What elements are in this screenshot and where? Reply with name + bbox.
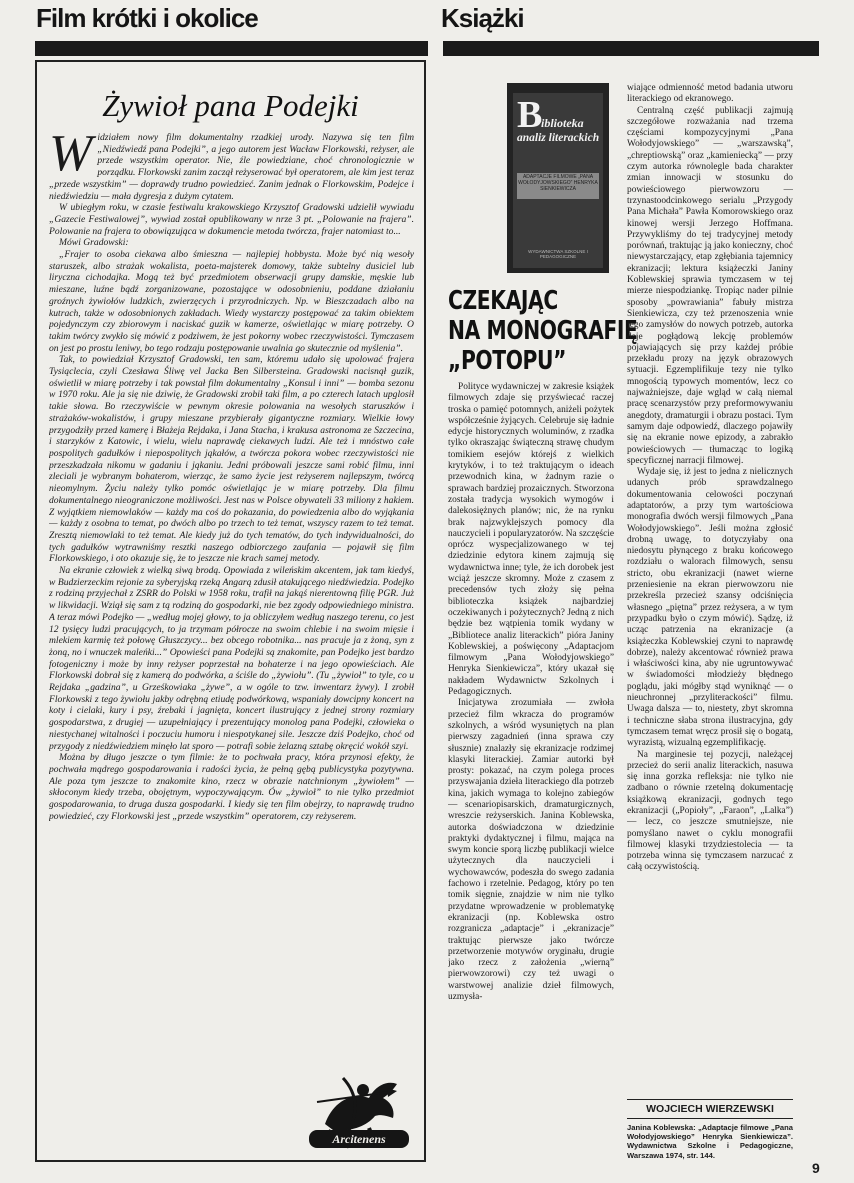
review-paragraph: wiające odmienność metod badania utworu literackiego od ekranowego. [627, 83, 793, 105]
review-paragraph: Wydaje się, iż jest to jedna z nielicznych udanych prób sprawdzalnego dokumentowania celowości poczynań adaptatorów, a przy tym wartościowa monografia dwóch wersji filmowych „Pana Wołodyjowskiego”. Jeśli można zgłosić drobną uwagę, to dotyczyłaby ona niedosytu płynącego z braku końcowego rozdziału o walorach filmowych, sensu stricto, obu ekranizacji (nawet wierne przeniesienie na ekran pierwowzoru nie przekreśla przecież szansy odciśnięcia własnego „piętna” przez reżysera, a w tym przypadku było o czym mówić). Sądzę, iż ucząc patrzenia na ekranizacje (a książeczka Koblewskiej czyni to naprawdę dobrze), należy akcentować również prawa i właściwości kina, aby nie ugruntowywać w świadomości młodzieży błędnego poglądu, jaki mógłby stąd wyniknąć — o nieuchronnej „przyliterackości” filmu. Uwaga dalsza — to, niestety, zbyt skromna i techniczne słaba strona ilustracyjna, gdy tymczasem temat wręcz prosił się o bogatą, wyrazistą, wizualną egzemplifikację. [627, 467, 793, 749]
section-title-film: Film krótki i okolice [36, 3, 258, 33]
film-paragraph: Na ekranie człowiek z wielką siwą brodą. Opowiada z wileńskim akcentem, jak tam kiedyś, w Budzierzeckim rejonie za syberyjską rzeką Angarą zdusił atakującego niedźwiedzia. Podejko z rodziną przyjechał z ZSRR do Polski w 1958 roku, trafił na jakąś nierentowną filię PGR. Już w likwidacji. Wziął się sam z tą rodziną do gospodarki, nie bez zgody odpowiedniego ministra. A teraz mówi Podejko — „według mojej głowy, to ja obliczyłem według naszego terenu, co jest 12 tysięcy ludzi pracujących, to ja trzymam półrocze na swoim chlebie i na swoim mięsie i mlekiem karmię też połowę Głuszczycy... bez obcego robotnika... nas pracuje ja z żoną, syn z żoną, no i wnuczek maleńki...” Opowieści pana Podejki są znakomite, pan Podejko jest bardzo fotogeniczny i może by inny reżyser poprzestał na bohaterze i na jego opowieściach. Ale Florkowski dobrał się z kamerą do podwórka, a ściśle do „żywiołu”. (Tu „żywioł” to tyle, co u Rejdaka „gadzina”, u Grześkowiaka „żywe”, a w ogóle to tzw. inwentarz żywy). I zrobił Florkowski z tego żywiołu jakby odrębną etiudę podwórkową, wspaniały dowcipny koncert na koty i cielaki, kury i psy, źrebaki i jagnięta, koncert ilustrujący z jednej strony rozmiary gospodarstwa, z drugiej — uzupełniający i prezentujący monolog pana Podejki, człowieka o niestychanej witalności i poczuciu humoru i niespotykanej sile. Jeszcze dziś Podejko, choć od przygody z niedźwiedziem minęło lat sporo — potrafi sobie żelazną sztabę okręcić wokół szyi. [49, 565, 414, 752]
byline-rule-bottom [627, 1118, 793, 1119]
film-paragraph: Mówi Gradowski: [59, 237, 129, 249]
book-cover-image [507, 83, 609, 273]
book-review-column-1 [448, 382, 614, 1172]
film-article-box [35, 60, 426, 1162]
signature-text: Arcitenens [332, 1132, 386, 1146]
lead-text: idziałem nowy film dokumentalny rzadkiej urody. Nazywa się ten film „Niedźwiedź pana Podejki”, a jego autorem jest Wacław Florkowski, reżyser, ale przede wszystkim operator. Nie, źle powiedziane, choć chronologicznie w porządku. Florkowski zanim zaczął reżyserować był operatorem, ale kim jest teraz „przede wszystkim” — doprawdy trudno powiedzieć. Zanim jednak o Florkowskim, Podejce i niedźwiedziu — mała dygresja z dużym cytatem. [49, 132, 414, 202]
film-article-lead [49, 132, 414, 202]
cover-series-line2: analiz literackich [517, 132, 600, 144]
headline-line: CZEKAJĄC [448, 286, 558, 316]
review-paragraph: Na marginesie tej pozycji, należącej przecież do serii analiz literackich, nasuwa się inna gorzka refleksja: nie tylko nie zadbano o równie rzetelną dokumentację książkową ekranizacji, godnych tego ekranizacji („Popioły”, „Faraon”, „Lalka”) — lecz, co jeszcze smutniejsze, nie pomyślano nawet o cyklu monografii filmowej klasyki trzydziestolecia — ta potrzeba winna się tymczasem narzucać z całą oczywistością. [627, 749, 793, 873]
dropcap: W [49, 132, 93, 182]
film-paragraph: Tak, to powiedział Krzysztof Gradowski, ten sam, któremu udało się upolować frajera Tysiąclecia, czyli Czesława Śliwę vel Jacka Ben Silbersteina. Gradowski nacisnął guzik, oświetlił w miarę potrzeby i tak powstał film dokumentalny „Konsul i inni” — bomba sezonu w 1970 roku. Ale ja się nie dziwię, że Gradowski zrobił taki film, a po czterech latach upglosił takie słowa. Bo rzeczywiście w pewnym okresie polowania na wesołych staruszków i strażaków-wokalistów, i grupy mieszane przybierały gigantyczne rozmiary. Wielkie łowy przygodziły przed kamerę i Błażeja Rejdaka, i Jana Stacha, i krakusa astronoma ze Szczecina, i starzyków z Katowic, i wielu, wielu naprawdę ciekawych ludzi. Ale też i mnóstwo całe pospolitych gadułków i niepospolitych jąkałów, a twórcza pokora wobec rzeczywistości nie przeszkadzała nikomu w gadaniu i jąkaniu. Jedni próbowali jeszcze sami robić filmu, inni zleciali je wybranym bohaterom, wierząc, że samo życie jest reżyserem najlepszym, twórcą nieomylnym. Życiu należy tylko pomóc oświetlając je w miarę potrzeby. Dla filmu dokumentalnego nieograniczone możliwości. Jest nas w Polsce obywateli 33 miliony z hakiem. Z wyjątkiem niemowlaków — każdy ma coś do pokazania, do powiedzenia albo do wyjąkania — każdy z osobna to temat, po dwóch albo po trzech to też temat, wszyscy razem to też temat. Zresztą niemowlaki to też temat. Ale kiedy już do tych tematów, do tych indywidualności, do tych gadułków wytrawniśmy resztki naszego odbiorczego zaufania — pojawił się film Florkowskiego, i oto okazuje się, że to jeszcze nie krach samej metody. [49, 354, 414, 565]
headline-line: „POTOPU” [448, 346, 567, 376]
archer-icon [303, 1072, 423, 1154]
author-byline: WOJCIECH WIERZEWSKI [646, 1103, 774, 1115]
header-bar-left [35, 41, 428, 56]
cover-publisher: WYDAWNICTWA SZKOLNE I PEDAGOGICZNE [528, 249, 588, 259]
film-paragraph: W ubiegłym roku, w czasie festiwalu krakowskiego Krzysztof Gradowski udzielił wywiadu „Gazecie Festiwalowej”, wywiad został opublikowany w nrze 3 pt. „Polowanie na frajera”. Polowanie na frajera to obowiązująca w dokumencie metoda twórcza, frajer natomiast to... [49, 202, 414, 237]
page-number: 9 [812, 1160, 820, 1176]
byline-rule-top [627, 1099, 793, 1100]
film-paragraph: Można by długo jeszcze o tym filmie: że to pochwała pracy, która przynosi efekty, że pochwała mądrego gospodarowania i radości życia, że pełną gębą publicystyka pozytywna. Ale poza tym jeszcze to znakomite kino, rzecz w obrazie natchnionym „żywiołem” — skłoconym kiedy trzeba, obojętnym, wypoczywającym. Ów „żywioł” to nie tylko przedmiot gospodarowania, to druga dusza gospodarki. I kiedy się ten film obejrzy, to naprawdę trudno powiedzieć, czy Florkowski jest „przede wszystkim” operatorem, czy reżyserem. [49, 752, 414, 822]
film-article-body [49, 132, 414, 1082]
review-paragraph: Inicjatywa zrozumiała — zwłoła przecież film wkracza do programów szkolnych, a wśród wysuniętych na plan pierwszy zagadnień (inna sprawa czy słusznie) znalazły się ekranizacje rodzimej klasyki literackiej. Zamiar autorki był prosty: pokazać, na czym polega proces przyswajania dzieła literackiego dla potrzeb kina, jakich wymaga to kolejno zabiegów — scenariopisarskich, dramaturgicznych, wreszcie reżyserskich. Janina Koblewska, autorka doświadczona w dziedzinie praktyki dydaktycznej i filmu, mająca na swym koncie sporą liczbę publikacji wielce użytecznych dla nauczycieli i wychowawców, podeszła do swego zadania fachowo i rzetelnie. Pedagog, który po ten tomik sięgnie, znajdzie w nim nie tylko przydatne wprowadzenie w problematykę ekranizacji (np. Koblewska ostro rozgranicza „adaptacje” i „ekranizacje” traktując pierwsze jako twórcze przetworzenie motywów oryginału, drugie jako rzecz z założenia „wierną” pierwowzorowi) czy też uwagi o warstwowej analizie dzieł filmowych, uzmysła- [448, 698, 614, 1003]
cover-subtitle: ADAPTACJE FILMOWE „PANA WOŁODYJOWSKIEGO” HENRYKA SIENKIEWICZA [518, 174, 598, 192]
archer-logo [303, 1072, 423, 1154]
book-cover-art [507, 83, 609, 273]
review-paragraph: Centralną część publikacji zajmują szczegółowe rozważania nad trzema częściami kompozycyjnymi „Pana Wołodyjowskiego” — „warszawską”, „chreptiowską” oraz „kamieniecką” — przy czym autorka równolegle bada charakter zmian innowacji w stosunku do powieściowego pierwowzoru — trzynastoodcinkowego serialu „Przygody Pana Michała” Pawła Komorowskiego oraz kinowej wersji Jerzego Hoffmana. Przywykliśmy do tej tradycyjnej metody porównań, traktując ją jako konieczny, choć niewystarczający, etap zgłębiania tajemnicy ekranizacji; lektura książeczki Janiny Koblewskiej sprawia tymczasem w tej mierze niespodziankę. Tropiąc nader pilnie sposoby „powrawiania” fabuły mistrza Sienkiewicza, czy też przenoszenia wnie jego zamysłów do nowych potrzeb, autorka daje pogłądową lekcję problemów pojawiających się przy każdej próbie przekładu prozy na język obrazowych sytuacji. Egzemplifikuje tezy nie tylko mnogością typowych momentów, lecz co najważniejsze, daje wgląd w całą niemal pracę scenarzystów przy preformowywaniu anegdoty, dramaturgii i obrazu postaci. Tym samym daje odpowiedź, dlaczego pojawiły się na ekranie nowe epizody, a zabrakło powieściowych — tłumacząc to logiką specyficznej narracji filmowej. [627, 105, 793, 466]
section-title-books: Książki [441, 3, 524, 33]
headline-line: NA MONOGRAFIĘ [448, 316, 638, 346]
books-headline [448, 286, 638, 376]
cover-series-line1: iblioteka [541, 116, 584, 130]
header-bar-right [443, 41, 819, 56]
book-footnote: Janina Koblewska: „Adaptacje filmowe „Pana Wołodyjowskiego” Henryka Sienkiewicza”. Wydawnictwa Szkolne i Pedagogiczne, Warszawa 1974, str. 144. [627, 1123, 793, 1160]
film-article-title: Żywioł pana Podejki [102, 88, 359, 123]
book-review-column-2 [627, 83, 793, 1088]
cover-big-letter: B [517, 94, 543, 136]
review-paragraph: Polityce wydawniczej w zakresie książek filmowych zdaje się przyświecać raczej troska o pamięć potomnych, aniżeli pożytek współcześnie żyjących. Celebruje się ładnie edycje historycznych woluminów, z rzadka tylko okraszając świąteczną strawę chudym tomikiem esejów którejś z wielkich krytyków, i to też traktującym o ideach przewodnich kina, w żadnym razie o sprawach bardziej prozaicznych. Stworzona została tradycja wysokich wymogów i dalekosiężnych planów; nic, że na rynku brak najzwyklejszych pomocy dla nauczycieli i popularyzatorów. Na szczęście oprócz wyspecjalizowanego w tej dziedzinie edytora kinem zajmują się wydawnictwa inne; tyle, że ich dorobek jest wciąż jeszcze skromny. Może z czasem z precedensów tych złoży się pełna biblioteczka książek najbardziej oczekiwanych i pożytecznych? Jedną z nich będzie bez wątpienia tomik wydany w „Bibliotece analiz literackich” pióra Janiny Koblewskiej, a poświęcony „Adaptacjom filmowym „Pana Wołodyjowskiego” Henryka Sienkiewicza”, który ukazał się nakładem Wydawnictw Szkolnych i Pedagogicznych. [448, 382, 614, 698]
film-paragraph: „Frajer to osoba ciekawa albo śmieszna — najlepiej hobbysta. Może być nią wesoły staruszek, albo strażak wokalista, poeta-majsterek domowy, także subtelny dusiciel lub liryczna cichodajka. Mogą też być przedmiotem obserwacji grupy damskie, męskie lub mieszane, luźne bądź zorganizowane, pozostające w odosobnieniu, poddane działaniu groźnych żywiołów ludzkich, zwierzęcych i przyrodniczych. Np. w Bieszczadach albo na kutrach, także w odosobnionych zakładach. Wiedy wystarczy postępować za takim obiektem pojedynczym czy zbiorowym i naciskać guzik w kamerze, oświetlając w miarę potrzeby. O takim twórcy zwykło się mówić z podziwem, że jest pokorny wobec rzeczywistości. Tymczasem on jest po prostu leniwy, bo tego rodzaju postępowanie uwalnia go skutecznie od myślenia”. [49, 249, 414, 354]
